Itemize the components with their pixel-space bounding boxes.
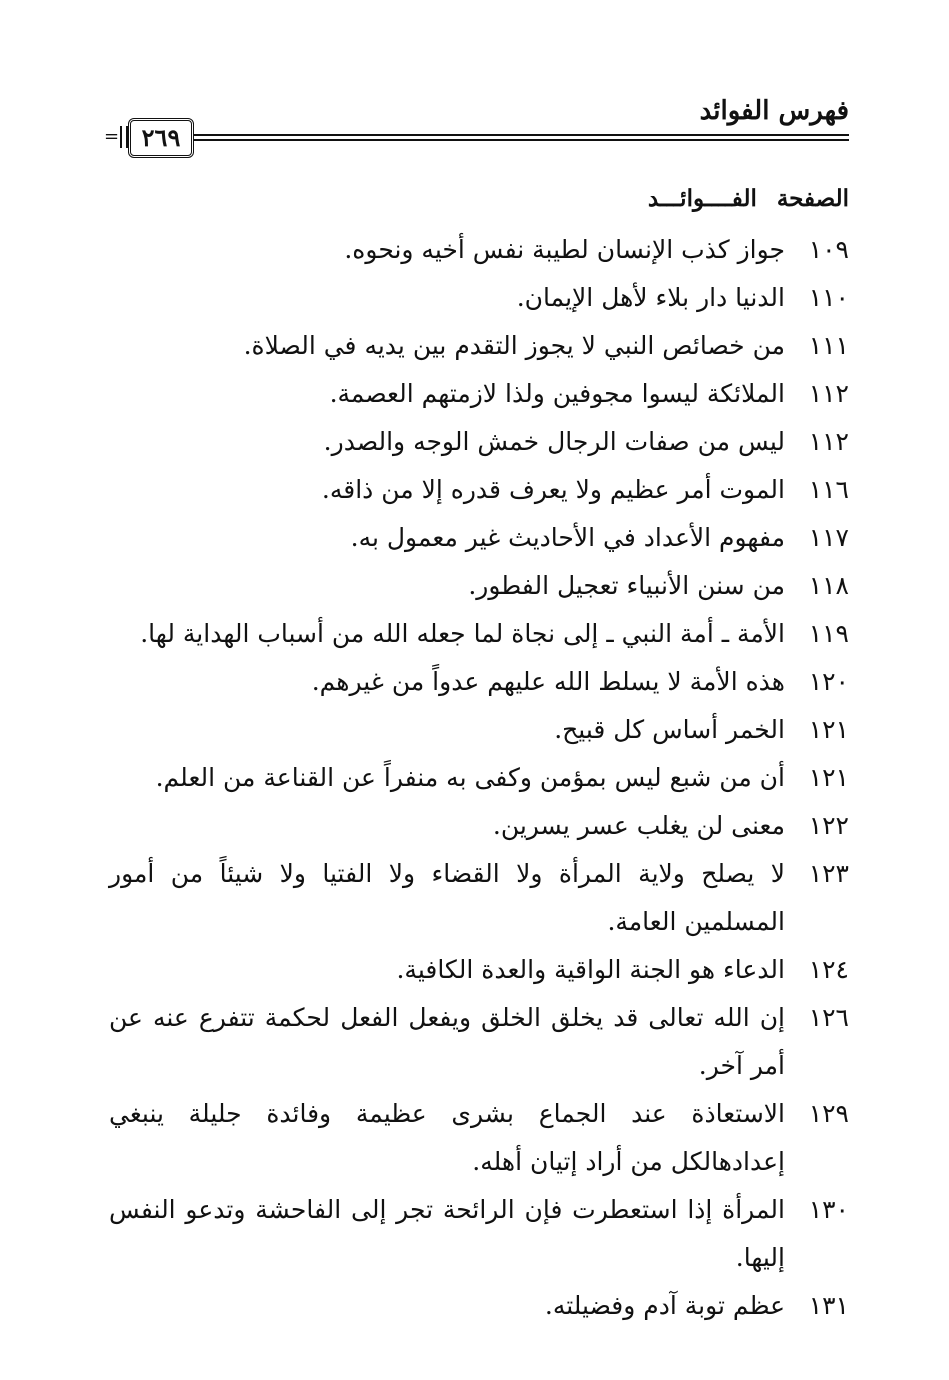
entry-page-number: ١١٦ bbox=[808, 475, 849, 504]
entry-page-number: ١١٧ bbox=[808, 523, 849, 552]
entry-text: هذه الأمة لا يسلط الله عليهم عدواً من غيرهم. bbox=[311, 667, 785, 696]
entry-text: الخمر أساس كل قبيح. bbox=[554, 715, 785, 744]
entry-page-number: ١١٢ bbox=[808, 379, 849, 408]
list-item bbox=[109, 658, 849, 706]
list-item bbox=[109, 370, 849, 418]
entry-text: من سنن الأنبياء تعجيل الفطور. bbox=[468, 571, 785, 600]
entry-text: الاستعاذة عند الجماع بشرى عظيمة وفائدة جليلة ينبغي إعدادهالكل من أراد إتيان أهله. bbox=[109, 1099, 785, 1176]
header-rule bbox=[193, 134, 849, 141]
column-headers bbox=[648, 185, 849, 212]
list-item bbox=[109, 706, 849, 754]
entry-text: المرأة إذا استعطرت فإن الرائحة تجر إلى الفاحشة وتدعو النفس إليها. bbox=[109, 1195, 785, 1272]
entry-page-number: ١٢٤ bbox=[808, 955, 849, 984]
entry-text: لا يصلح ولاية المرأة ولا القضاء ولا الفتيا ولا شيئاً من أمور المسلمين العامة. bbox=[109, 859, 785, 936]
list-item bbox=[109, 610, 849, 658]
entry-page-number: ١٢١ bbox=[808, 763, 849, 792]
benefits-list bbox=[109, 226, 849, 1330]
entry-text: ليس من صفات الرجال خمش الوجه والصدر. bbox=[323, 427, 785, 456]
list-item bbox=[109, 322, 849, 370]
entry-page-number: ١١١ bbox=[808, 331, 849, 360]
list-item bbox=[109, 994, 849, 1090]
entry-text: الأمة ـ أمة النبي ـ إلى نجاة لما جعله الله من أسباب الهداية لها. bbox=[140, 619, 785, 648]
entry-page-number: ١٠٩ bbox=[808, 235, 849, 264]
entry-page-number: ١١٢ bbox=[808, 427, 849, 456]
running-title: فهرس الفوائد bbox=[699, 96, 849, 126]
list-item bbox=[109, 946, 849, 994]
entry-page-number: ١٢٢ bbox=[808, 811, 849, 840]
entry-text: مفهوم الأعداد في الأحاديث غير معمول به. bbox=[350, 523, 785, 552]
list-item bbox=[109, 1186, 849, 1282]
list-item bbox=[109, 466, 849, 514]
list-item bbox=[109, 802, 849, 850]
list-item bbox=[109, 850, 849, 946]
entry-text: الدعاء هو الجنة الواقية والعدة الكافية. bbox=[396, 955, 785, 984]
entry-page-number: ١١٩ bbox=[808, 619, 849, 648]
list-item bbox=[109, 514, 849, 562]
entry-page-number: ١٢٦ bbox=[808, 1003, 849, 1032]
entry-text: الموت أمر عظيم ولا يعرف قدره إلا من ذاقه. bbox=[321, 475, 785, 504]
entry-page-number: ١٣٠ bbox=[808, 1195, 849, 1224]
entry-text: إن الله تعالى قد يخلق الخلق ويفعل الفعل لحكمة تتفرع عنه عن أمر آخر. bbox=[109, 1003, 785, 1080]
list-item bbox=[109, 754, 849, 802]
list-item bbox=[109, 418, 849, 466]
entry-page-number: ١٢٠ bbox=[808, 667, 849, 696]
entry-text: معنى لن يغلب عسر يسرين. bbox=[492, 811, 785, 840]
list-item bbox=[109, 562, 849, 610]
entry-page-number: ١٣١ bbox=[808, 1291, 849, 1320]
page-number: ٢٦٩ bbox=[128, 118, 194, 158]
entry-text: الدنيا دار بلاء لأهل الإيمان. bbox=[516, 283, 785, 312]
page-number-bracket bbox=[120, 126, 128, 148]
page-mark: = bbox=[104, 126, 120, 147]
entry-text: الملائكة ليسوا مجوفين ولذا لازمتهم العصمة. bbox=[329, 379, 785, 408]
entry-text: عظم توبة آدم وفضيلته. bbox=[544, 1291, 785, 1320]
entry-page-number: ١٢١ bbox=[808, 715, 849, 744]
column-header-page: الصفحة bbox=[776, 185, 849, 212]
column-header-benefits: الفــــوائـــد bbox=[647, 185, 757, 212]
entry-page-number: ١٢٣ bbox=[808, 859, 849, 888]
entry-text: من خصائص النبي لا يجوز التقدم بين يديه في الصلاة. bbox=[243, 331, 785, 360]
list-item bbox=[109, 1090, 849, 1186]
entry-text: أن من شبع ليس بمؤمن وكفى به منفراً عن القناعة من العلم. bbox=[155, 763, 785, 792]
list-item bbox=[109, 1282, 849, 1330]
entry-page-number: ١١٠ bbox=[808, 283, 849, 312]
entry-page-number: ١١٨ bbox=[808, 571, 849, 600]
list-item bbox=[109, 226, 849, 274]
entry-text: جواز كذب الإنسان لطيبة نفس أخيه ونحوه. bbox=[344, 235, 785, 264]
list-item bbox=[109, 274, 849, 322]
entry-page-number: ١٢٩ bbox=[808, 1099, 849, 1128]
